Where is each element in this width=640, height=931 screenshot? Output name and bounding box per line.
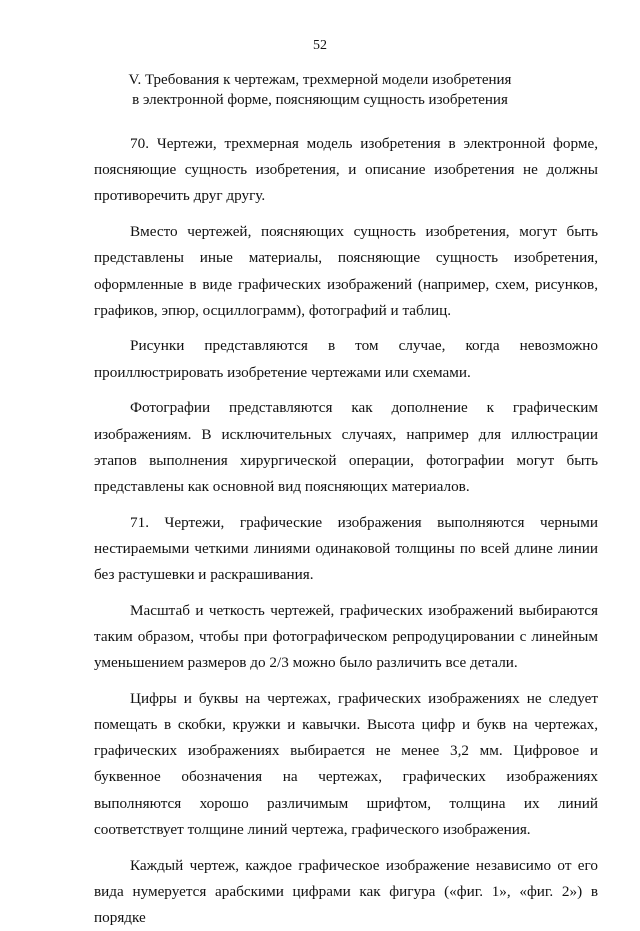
paragraph-71: 71. Чертежи, графические изображения выполняются черными нестираемыми четкими линиями одинаковой толщины по всей длине линии без растушевки и раскрашивания. [94,513,598,584]
paragraph-figures: Рисунки представляются в том случае, когда невозможно проиллюстрировать изобретение чертежами или схемами. [94,337,598,381]
section-heading-line-1: V. Требования к чертежам, трехмерной модели изобретения [128,72,512,88]
paragraph-70: 70. Чертежи, трехмерная модель изобретения в электронной форме, поясняющие сущность изобретения, и описание изобретения не должны противоречить друг другу. [94,135,598,205]
paragraph-alternative-materials: Вместо чертежей, поясняющих сущность изобретения, могут быть представлены иные материалы, поясняющие сущность изобретения, оформленные в виде графических изображений (например, схем, рисунков, графиков, эпюр, осциллограмм), фотографий и таблиц. [94,223,598,319]
paragraph-digits-letters: Цифры и буквы на чертежах, графических изображениях не следует помещать в скобки, кружки и кавычки. Высота цифр и букв на чертежах, графических изображениях выбирается не менее 3,2 мм. Цифровое и буквенное обозначения на чертежах, графических изображениях выполняются хорошо различимым шрифтом, толщина их линий соответствует толщине линий чертежа, графического изображения. [94,689,598,838]
paragraph-scale-clarity: Масштаб и четкость чертежей, графических изображений выбираются таким образом, чтобы при фотографическом репродуцировании с линейным уменьшением размеров до 2/3 можно было различить все детали. [94,601,598,672]
page-number: 52 [313,38,327,53]
paragraph-numbering: Каждый чертеж, каждое графическое изображение независимо от его вида нумеруется арабскими цифрами как фигура («фиг. 1», «фиг. 2») в порядке [94,856,598,926]
section-heading-line-2: в электронной форме, поясняющим сущность изобретения [132,92,508,108]
body-text [94,131,598,931]
paragraph-photographs: Фотографии представляются как дополнение к графическим изображениям. В исключительных случаях, например для иллюстрации этапов выполнения хирургической операции, фотографии могут быть представлены как основной вид поясняющих материалов. [94,399,598,495]
section-heading [90,70,550,110]
